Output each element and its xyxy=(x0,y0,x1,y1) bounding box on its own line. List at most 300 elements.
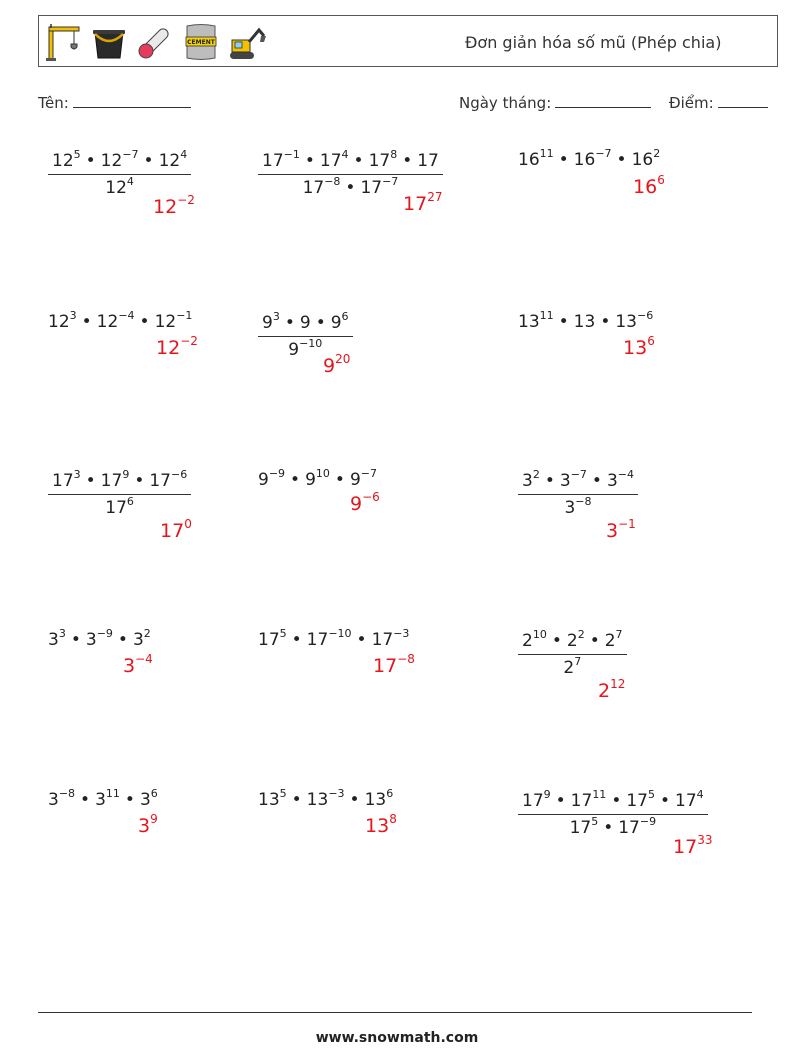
term-base: 16 xyxy=(633,176,658,198)
term-exponent: 5 xyxy=(73,148,81,161)
product xyxy=(518,309,654,332)
term-base: 2 xyxy=(522,631,533,651)
numerator xyxy=(258,310,353,337)
problem-14 xyxy=(258,787,397,837)
term-exponent: 20 xyxy=(335,352,351,366)
term-exponent: 4 xyxy=(180,148,188,161)
multiply-dot: • xyxy=(70,630,81,650)
term-exponent: 5 xyxy=(279,787,287,800)
power-term xyxy=(262,148,300,171)
multiply-dot: • xyxy=(349,790,360,810)
multiply-dot: • xyxy=(81,312,92,332)
expression xyxy=(48,148,191,201)
product xyxy=(522,628,623,651)
term-base: 3 xyxy=(123,655,136,677)
term-base: 17 xyxy=(319,151,342,171)
power-term xyxy=(262,310,280,333)
power-term xyxy=(360,175,399,198)
power-term xyxy=(675,788,704,811)
power-term xyxy=(132,627,151,650)
multiply-dot: • xyxy=(603,818,614,838)
power-term xyxy=(138,812,158,837)
multiply-dot: • xyxy=(304,151,315,171)
problem-3 xyxy=(518,147,665,198)
term-exponent: 8 xyxy=(389,812,397,826)
term-base: 17 xyxy=(105,498,127,518)
term-base: 13 xyxy=(573,312,596,332)
term-base: 9 xyxy=(350,493,363,515)
product xyxy=(564,495,592,518)
expression xyxy=(258,468,377,492)
term-base: 9 xyxy=(323,355,336,377)
fraction xyxy=(518,468,638,521)
term-exponent: 3 xyxy=(69,309,77,322)
score-field xyxy=(669,94,768,112)
term-base: 13 xyxy=(258,790,280,810)
denominator xyxy=(48,495,191,521)
problem-13 xyxy=(48,787,158,837)
term-exponent: −7 xyxy=(122,148,139,161)
power-term xyxy=(153,193,195,218)
multiply-dot: • xyxy=(591,471,602,491)
term-base: 12 xyxy=(158,151,181,171)
power-term xyxy=(606,468,634,491)
name-blank[interactable] xyxy=(73,95,191,108)
power-term xyxy=(95,787,120,810)
term-base: 2 xyxy=(566,631,578,651)
power-term xyxy=(156,334,198,359)
multiply-dot: • xyxy=(334,470,345,490)
term-base: 17 xyxy=(403,193,428,215)
problem-5 xyxy=(258,310,353,377)
answer xyxy=(123,652,153,677)
term-exponent: −9 xyxy=(268,467,286,480)
power-term xyxy=(48,309,77,332)
term-base: 9 xyxy=(349,470,361,490)
multiply-dot: • xyxy=(544,471,555,491)
bucket-icon xyxy=(89,22,129,62)
power-term xyxy=(615,309,654,332)
header-box xyxy=(38,15,778,67)
power-term xyxy=(123,652,153,677)
product xyxy=(258,627,410,650)
term-exponent: −9 xyxy=(639,815,657,828)
power-term xyxy=(305,467,330,490)
term-exponent: 8 xyxy=(390,148,398,161)
product xyxy=(48,309,193,332)
term-exponent: −1 xyxy=(618,517,636,531)
power-term xyxy=(365,812,397,837)
expression xyxy=(48,310,192,334)
cement-bag-icon xyxy=(181,22,221,62)
term-exponent: 4 xyxy=(696,788,704,801)
power-term xyxy=(85,627,113,650)
multiply-dot: • xyxy=(356,630,367,650)
power-term xyxy=(319,148,349,171)
power-term xyxy=(288,337,323,360)
product xyxy=(52,468,188,491)
problem-11 xyxy=(258,627,415,677)
power-term xyxy=(518,309,554,332)
term-exponent: −2 xyxy=(177,193,195,207)
name-label: Tên: xyxy=(38,94,69,112)
expression xyxy=(258,628,409,652)
answer xyxy=(373,652,415,677)
term-exponent: 11 xyxy=(539,147,554,160)
term-exponent: 3 xyxy=(272,310,280,323)
power-term xyxy=(563,655,582,678)
power-term xyxy=(618,815,657,838)
product xyxy=(258,787,394,810)
term-exponent: 6 xyxy=(150,787,158,800)
term-base: 3 xyxy=(606,471,618,491)
power-term xyxy=(522,628,547,651)
power-term xyxy=(349,467,377,490)
term-exponent: 5 xyxy=(591,815,599,828)
term-base: 13 xyxy=(615,312,637,332)
multiply-dot: • xyxy=(616,150,627,170)
power-term xyxy=(631,147,661,170)
term-base: 17 xyxy=(618,818,640,838)
chainsaw-icon xyxy=(135,22,175,62)
term-exponent: −2 xyxy=(180,334,198,348)
product xyxy=(52,148,188,171)
term-exponent: −1 xyxy=(176,309,193,322)
problem-6 xyxy=(518,309,655,359)
term-base: 12 xyxy=(156,337,181,359)
power-term xyxy=(373,652,415,677)
power-term xyxy=(574,312,596,332)
problem-15 xyxy=(518,788,713,858)
term-base: 3 xyxy=(95,790,106,810)
term-base: 12 xyxy=(105,178,127,198)
term-exponent: 3 xyxy=(58,627,66,640)
power-term xyxy=(522,468,540,491)
power-term xyxy=(559,468,587,491)
term-exponent: −4 xyxy=(617,468,634,481)
answer xyxy=(156,334,198,359)
product xyxy=(522,788,704,811)
power-term xyxy=(105,175,134,198)
power-term xyxy=(323,352,351,377)
term-base: 17 xyxy=(626,791,648,811)
problem-1 xyxy=(48,148,195,218)
power-term xyxy=(522,788,551,811)
term-base: 17 xyxy=(360,178,383,198)
fraction xyxy=(48,148,191,201)
fraction xyxy=(48,468,191,521)
answer xyxy=(633,173,665,198)
header-icons xyxy=(43,22,267,62)
multiply-dot: • xyxy=(558,150,569,170)
term-base: 13 xyxy=(518,312,540,332)
term-base: 16 xyxy=(573,150,596,170)
multiply-dot: • xyxy=(558,312,569,332)
power-term xyxy=(52,148,81,171)
multiply-dot: • xyxy=(589,631,600,651)
product xyxy=(302,175,399,198)
multiply-dot: • xyxy=(291,790,302,810)
power-term xyxy=(100,468,130,491)
term-base: 17 xyxy=(522,791,544,811)
power-term xyxy=(306,627,352,650)
power-term xyxy=(149,468,188,491)
date-label: Ngày tháng: xyxy=(459,94,552,112)
power-term xyxy=(604,628,623,651)
power-term xyxy=(566,628,585,651)
expression xyxy=(518,310,653,334)
answer xyxy=(598,677,626,702)
multiply-dot: • xyxy=(284,313,295,333)
term-exponent: 11 xyxy=(539,309,554,322)
term-exponent: −10 xyxy=(299,337,323,350)
problem-2 xyxy=(258,148,443,215)
term-exponent: 2 xyxy=(532,468,540,481)
term-exponent: −3 xyxy=(328,787,345,800)
term-base: 17 xyxy=(160,520,185,542)
term-base: 17 xyxy=(675,791,697,811)
power-term xyxy=(518,147,554,170)
multiply-dot: • xyxy=(85,151,96,171)
term-base: 12 xyxy=(52,151,74,171)
term-base: 12 xyxy=(100,151,123,171)
term-base: 9 xyxy=(299,313,311,333)
power-term xyxy=(564,495,592,518)
term-base: 9 xyxy=(258,470,269,490)
power-term xyxy=(598,677,626,702)
answer xyxy=(350,490,380,515)
power-term xyxy=(371,627,410,650)
worksheet-title: Đơn giản hóa số mũ (Phép chia) xyxy=(465,33,722,52)
term-base: 2 xyxy=(563,658,575,678)
problem-7 xyxy=(48,468,192,542)
power-term xyxy=(364,787,394,810)
multiply-dot: • xyxy=(134,471,145,491)
term-exponent: −7 xyxy=(595,147,612,160)
product xyxy=(105,495,134,518)
term-base: 9 xyxy=(262,313,273,333)
term-base: 12 xyxy=(48,312,70,332)
term-exponent: −8 xyxy=(397,652,415,666)
term-exponent: −7 xyxy=(570,468,587,481)
answer xyxy=(673,833,713,858)
term-base: 17 xyxy=(569,818,592,838)
product xyxy=(262,310,349,333)
expression xyxy=(518,468,638,521)
fraction xyxy=(518,628,627,681)
numerator xyxy=(48,468,191,495)
problem-12 xyxy=(518,628,627,702)
term-base: 13 xyxy=(365,815,390,837)
numerator xyxy=(518,628,627,655)
term-exponent: −6 xyxy=(362,490,380,504)
problem-8 xyxy=(258,467,380,515)
term-exponent: 12 xyxy=(610,677,626,691)
term-base: 3 xyxy=(85,630,97,650)
term-exponent: 9 xyxy=(122,468,130,481)
power-term xyxy=(569,815,599,838)
term-base: 17 xyxy=(149,471,171,491)
product xyxy=(522,468,634,491)
power-term xyxy=(623,334,655,359)
power-term xyxy=(96,309,135,332)
power-term xyxy=(403,190,443,215)
term-exponent: 10 xyxy=(315,467,330,480)
numerator xyxy=(48,148,191,175)
term-base: 12 xyxy=(154,312,177,332)
power-term xyxy=(626,788,655,811)
term-exponent: 11 xyxy=(105,787,120,800)
product xyxy=(563,655,582,678)
term-base: 9 xyxy=(288,340,300,360)
term-exponent: −8 xyxy=(58,787,76,800)
multiply-dot: • xyxy=(143,151,154,171)
term-exponent: 6 xyxy=(647,334,655,348)
power-term xyxy=(306,787,345,810)
power-term xyxy=(48,627,66,650)
term-exponent: 2 xyxy=(653,147,661,160)
product xyxy=(105,175,134,198)
term-exponent: −3 xyxy=(393,627,410,640)
term-exponent: −1 xyxy=(283,148,300,161)
term-exponent: −10 xyxy=(328,627,352,640)
term-base: 3 xyxy=(48,630,59,650)
term-base: 17 xyxy=(52,471,74,491)
power-term xyxy=(673,833,713,858)
term-exponent: 9 xyxy=(150,812,158,826)
term-base: 3 xyxy=(559,471,571,491)
term-base: 17 xyxy=(258,630,280,650)
term-exponent: 4 xyxy=(341,148,349,161)
expression xyxy=(518,788,708,841)
numerator xyxy=(258,148,443,175)
term-exponent: 27 xyxy=(427,190,443,204)
multiply-dot: • xyxy=(290,470,301,490)
problem-4 xyxy=(48,309,198,359)
term-base: 17 xyxy=(302,178,325,198)
term-base: 2 xyxy=(604,631,616,651)
power-term xyxy=(52,468,81,491)
term-exponent: 7 xyxy=(574,655,582,668)
term-exponent: 10 xyxy=(532,628,547,641)
name-field xyxy=(38,94,191,112)
fraction xyxy=(518,788,708,841)
score-blank[interactable] xyxy=(718,95,768,108)
power-term xyxy=(48,787,76,810)
footer-divider xyxy=(38,1012,752,1013)
term-base: 17 xyxy=(373,655,398,677)
multiply-dot: • xyxy=(139,312,150,332)
product xyxy=(569,815,657,838)
term-base: 3 xyxy=(48,790,59,810)
term-exponent: 6 xyxy=(126,495,134,508)
product xyxy=(288,337,323,360)
term-exponent: −6 xyxy=(170,468,188,481)
product xyxy=(518,147,661,170)
term-exponent: −9 xyxy=(96,627,113,640)
term-exponent: 9 xyxy=(543,788,551,801)
multiply-dot: • xyxy=(345,178,356,198)
term-base: 3 xyxy=(564,498,576,518)
multiply-dot: • xyxy=(291,630,302,650)
multiply-dot: • xyxy=(600,312,611,332)
expression xyxy=(258,788,393,812)
multiply-dot: • xyxy=(353,151,364,171)
term-exponent: 3 xyxy=(73,468,81,481)
term-exponent: 11 xyxy=(592,788,607,801)
power-term xyxy=(633,173,665,198)
power-term xyxy=(160,517,192,542)
date-blank[interactable] xyxy=(555,95,651,108)
term-exponent: 5 xyxy=(647,788,655,801)
term-exponent: −4 xyxy=(118,309,135,322)
power-term xyxy=(258,467,286,490)
term-base: 13 xyxy=(306,790,329,810)
multiply-dot: • xyxy=(555,791,566,811)
term-base: 17 xyxy=(368,151,391,171)
term-base: 17 xyxy=(306,630,329,650)
term-exponent: −6 xyxy=(636,309,654,322)
term-exponent: −4 xyxy=(135,652,153,666)
multiply-dot: • xyxy=(124,790,135,810)
multiply-dot: • xyxy=(117,630,128,650)
term-exponent: 6 xyxy=(657,173,665,187)
term-base: 17 xyxy=(570,791,593,811)
power-term xyxy=(158,148,188,171)
answer xyxy=(323,352,351,377)
product xyxy=(48,787,158,810)
term-base: 17 xyxy=(262,151,284,171)
power-term xyxy=(573,147,612,170)
term-base: 2 xyxy=(598,680,611,702)
term-exponent: 33 xyxy=(697,833,713,847)
problem-10 xyxy=(48,627,153,677)
crane-icon xyxy=(43,22,83,62)
answer xyxy=(160,517,192,542)
term-exponent: 4 xyxy=(126,175,134,188)
expression xyxy=(48,788,158,812)
expression xyxy=(518,628,627,681)
date-field xyxy=(459,94,651,112)
multiply-dot: • xyxy=(85,471,96,491)
term-exponent: 2 xyxy=(143,627,151,640)
multiply-dot: • xyxy=(80,790,91,810)
term-exponent: 6 xyxy=(341,310,349,323)
expression xyxy=(48,628,151,652)
power-term xyxy=(330,310,349,333)
multiply-dot: • xyxy=(611,791,622,811)
answer xyxy=(606,517,636,542)
term-base: 12 xyxy=(153,196,178,218)
power-term xyxy=(100,148,139,171)
term-base: 12 xyxy=(96,312,119,332)
term-base: 17 xyxy=(673,836,698,858)
power-term xyxy=(570,788,607,811)
power-term xyxy=(606,517,636,542)
score-label: Điểm: xyxy=(669,94,714,112)
term-base: 16 xyxy=(518,150,540,170)
expression xyxy=(48,468,191,521)
power-term xyxy=(417,151,439,171)
term-exponent: −8 xyxy=(575,495,592,508)
answer xyxy=(153,193,195,218)
numerator xyxy=(518,788,708,815)
multiply-dot: • xyxy=(402,151,413,171)
excavator-icon xyxy=(227,22,267,62)
multiply-dot: • xyxy=(315,313,326,333)
term-base: 17 xyxy=(100,471,123,491)
power-term xyxy=(350,490,380,515)
